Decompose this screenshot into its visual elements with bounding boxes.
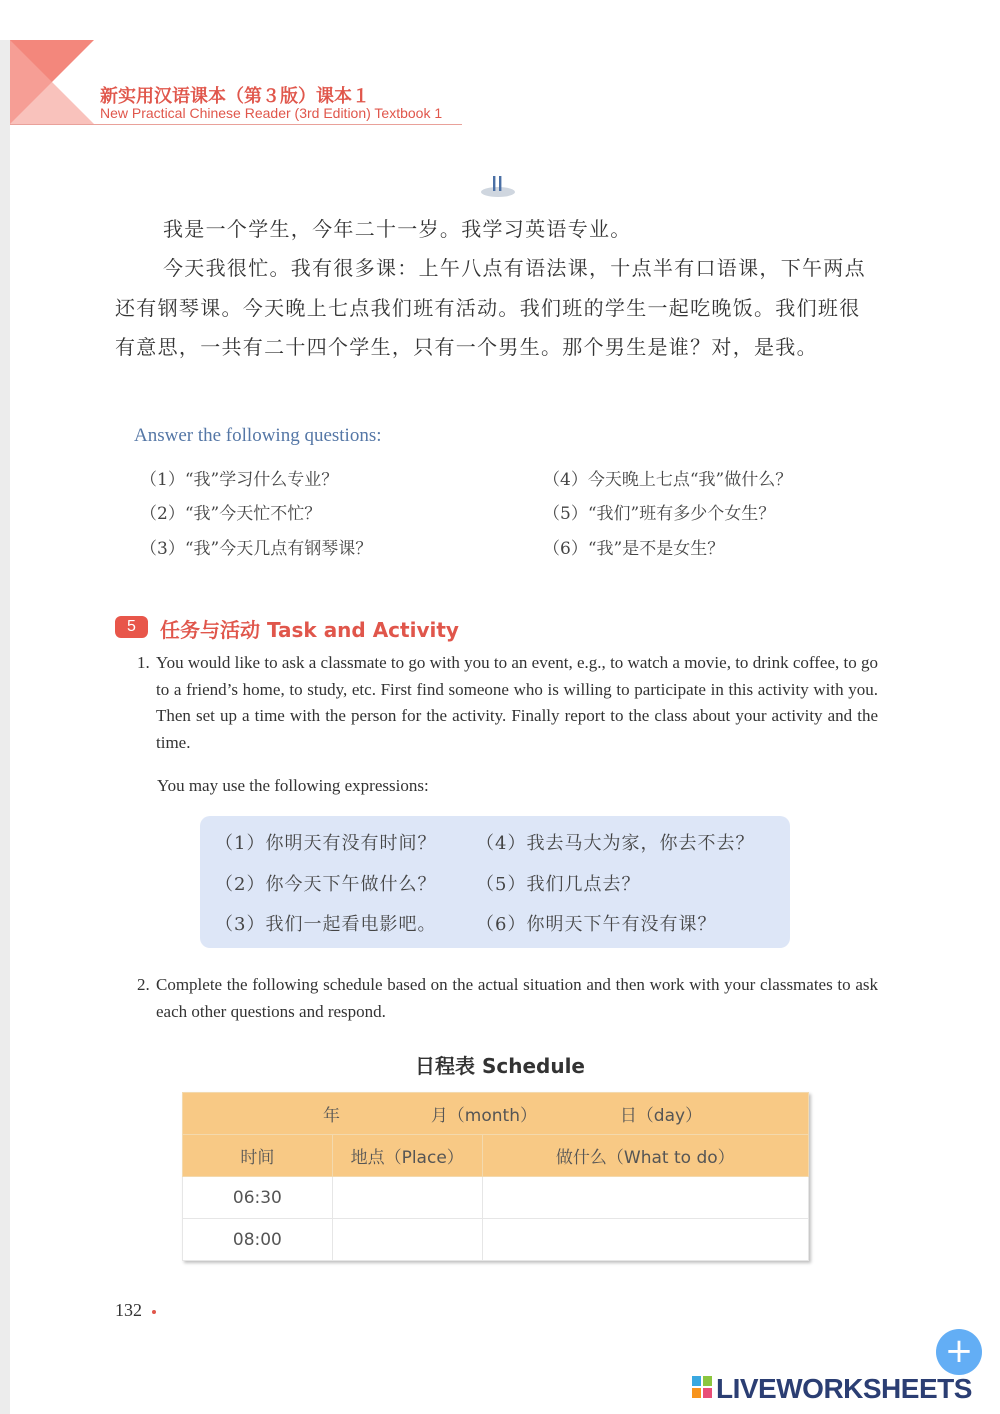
add-button[interactable]: + xyxy=(936,1329,982,1375)
question-4: （4）今天晚上七点“我”做什么？ xyxy=(543,470,793,490)
schedule-title: 日程表 Schedule xyxy=(415,1054,585,1078)
header-what: 做什么（What to do） xyxy=(482,1135,808,1177)
passage-line-1: 我是一个学生，今年二十一岁。我学习英语专业。 xyxy=(163,217,632,241)
table-row xyxy=(183,1219,809,1261)
row-time: 06:30 xyxy=(183,1177,333,1219)
header-rule xyxy=(10,124,462,125)
row-place-cell[interactable] xyxy=(332,1219,482,1261)
expression-5: （5）我们几点去？ xyxy=(476,874,641,895)
task-1 xyxy=(137,650,878,756)
schedule-table xyxy=(182,1092,809,1261)
row-time: 08:00 xyxy=(183,1219,333,1261)
task-1-number: 1. xyxy=(137,653,150,672)
question-6: （6）“我”是不是女生？ xyxy=(543,539,725,559)
question-1: （1）“我”学习什么专业？ xyxy=(140,470,339,490)
row-what-cell[interactable] xyxy=(482,1177,808,1219)
task-2-text: Complete the following schedule based on the actual situation and then work with your classmates to ask each other questions and respond. xyxy=(156,975,878,1021)
schedule-date-cell xyxy=(183,1093,809,1135)
question-5: （5）“我们”班有多少个女生？ xyxy=(543,504,776,524)
table-row xyxy=(183,1177,809,1219)
expressions-lead: You may use the following expressions: xyxy=(157,776,429,795)
task-2-number: 2. xyxy=(137,975,150,994)
expression-4: （4）我去马大为家，你去不去？ xyxy=(476,833,755,854)
page-number-dot xyxy=(152,1310,156,1314)
day-label: 日（day） xyxy=(619,1106,703,1126)
schedule-header-row xyxy=(183,1135,809,1177)
expression-6: （6）你明天下午有没有课？ xyxy=(476,914,717,935)
passage-paragraph-2: 今天我很忙。我有很多课：上午八点有语法课，十点半有口语课，下午两点还有钢琴课。今天晚上七点我们班有活动。我们班的学生一起吃晚饭。我们班很有意思，一共有二十四个学生，只有一个男生。那个男生是谁？对，是我。 xyxy=(115,256,866,359)
question-3: （3）“我”今天几点有钢琴课？ xyxy=(140,539,373,559)
schedule-date-row xyxy=(183,1093,809,1135)
liveworksheets-brand[interactable]: LIVEWORKSHEETS xyxy=(716,1373,972,1404)
row-what-cell[interactable] xyxy=(482,1219,808,1261)
expression-2: （2）你今天下午做什么？ xyxy=(215,874,437,895)
part-two-icon xyxy=(480,174,516,200)
task-1-text: You would like to ask a classmate to go with you to an event, e.g., to watch a movie, to drink coffee, to go to a friend’s home, to study, etc. First find someone who is willing to participate in this activity with you. Then set up a time with the person for the activity. Finally report to the class about your activity and the time. xyxy=(156,653,878,752)
year-label: 年 xyxy=(323,1106,340,1126)
questions-title: Answer the following questions: xyxy=(134,425,382,446)
liveworksheets-logo-icon xyxy=(692,1376,712,1398)
question-2: （2）“我”今天忙不忙？ xyxy=(140,504,322,524)
section-number-badge: 5 xyxy=(115,616,148,638)
row-place-cell[interactable] xyxy=(332,1177,482,1219)
expression-1: （1）你明天有没有时间？ xyxy=(215,833,437,854)
section-title: 任务与活动 Task and Activity xyxy=(160,618,459,642)
expression-3: （3）我们一起看电影吧。 xyxy=(215,914,437,935)
header-place: 地点（Place） xyxy=(332,1135,482,1177)
month-label: 月（month） xyxy=(430,1106,537,1126)
book-title-en: New Practical Chinese Reader (3rd Edition) Textbook 1 xyxy=(100,105,443,121)
page-edge xyxy=(0,40,10,1414)
page-number: 132 xyxy=(115,1300,142,1320)
book-title-cn: 新实用汉语课本（第３版）课本１ xyxy=(100,86,370,107)
header-time: 时间 xyxy=(183,1135,333,1177)
corner-decoration-shade xyxy=(10,40,94,124)
task-2 xyxy=(137,972,878,1025)
